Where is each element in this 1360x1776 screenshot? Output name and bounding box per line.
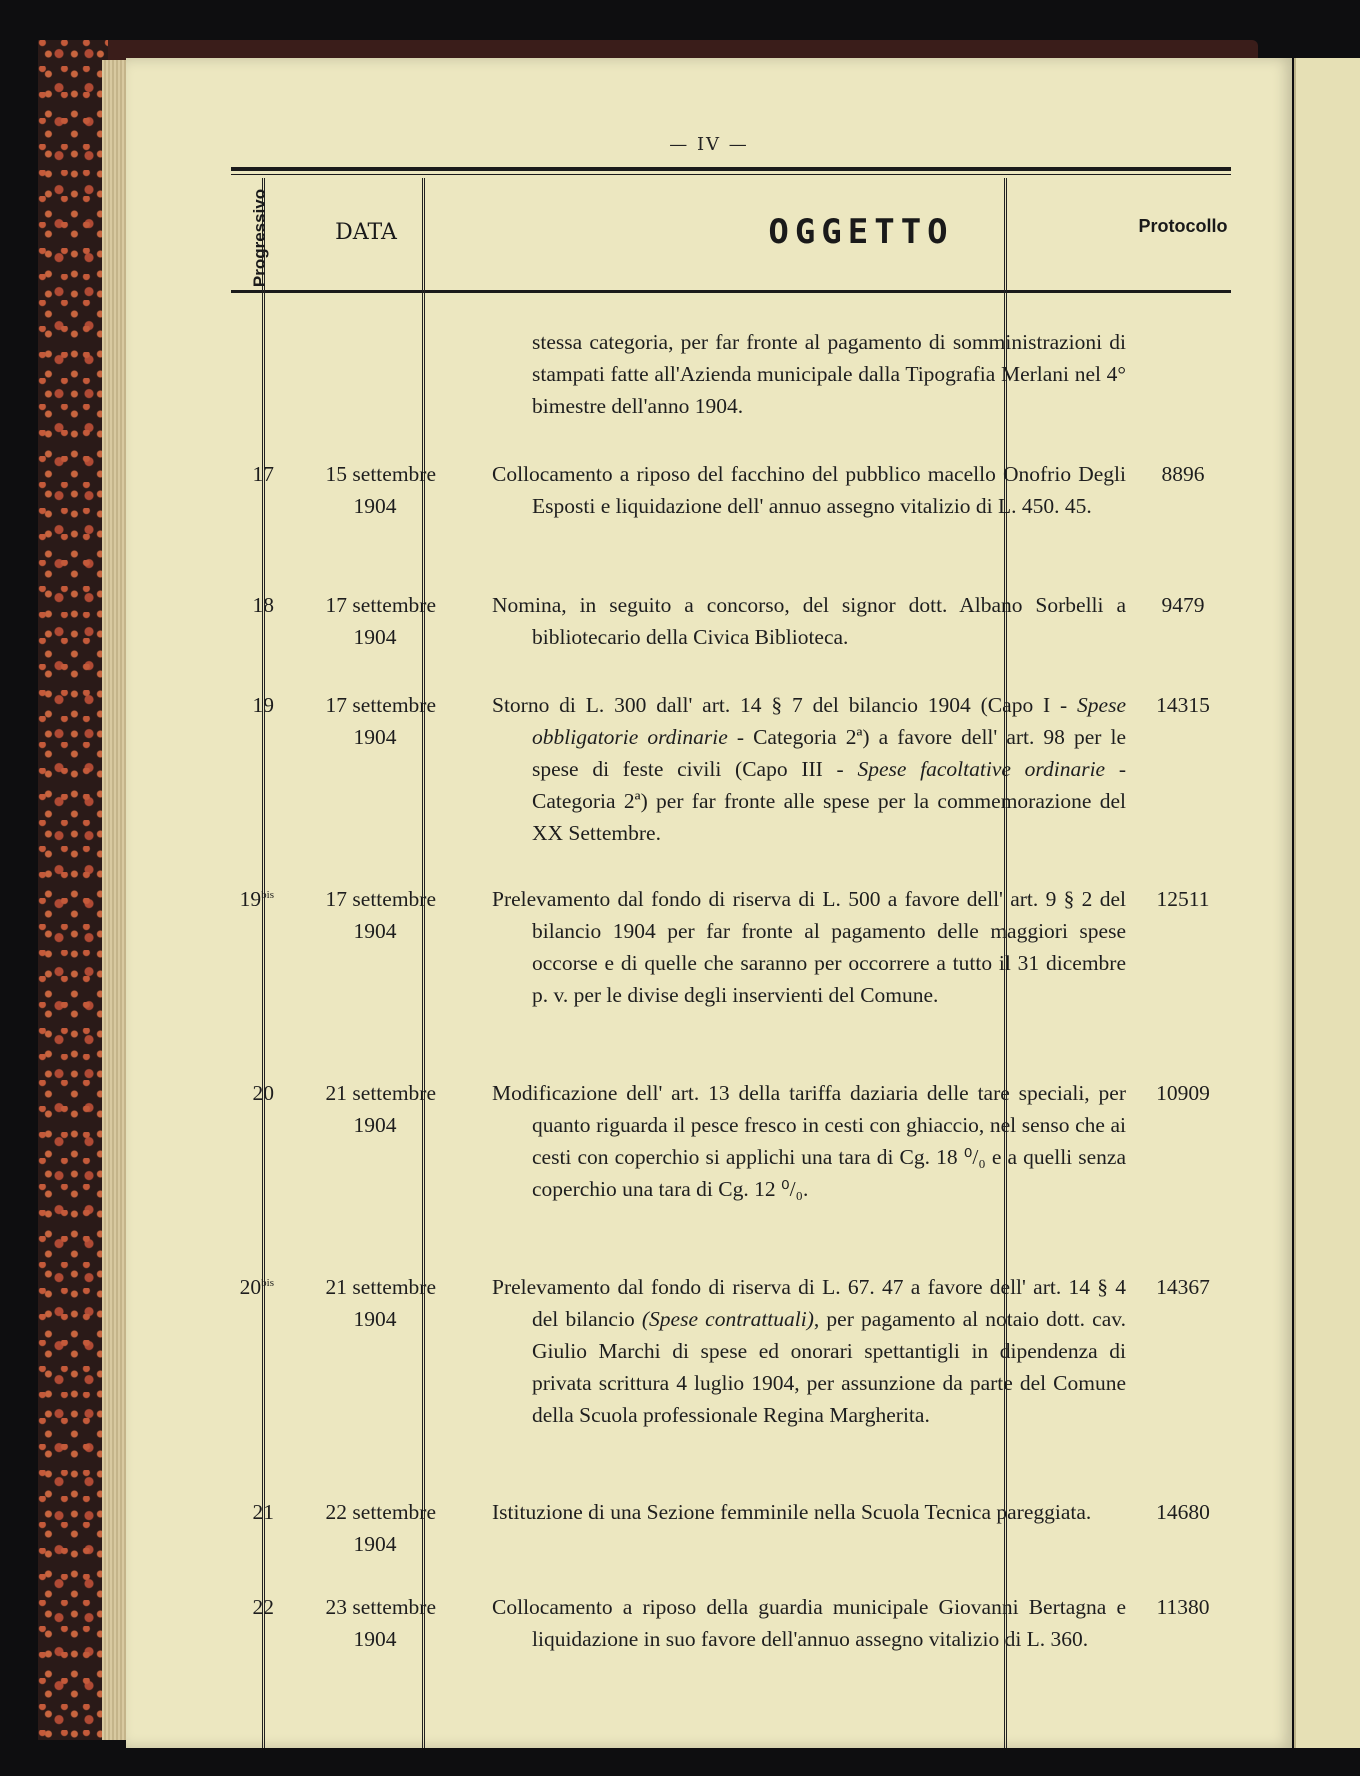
row-oggetto: Collocamento a riposo della guardia municipale Giovanni Bertagna e liquidazione in suo favore dell'annuo assegno vitalizio di L. 360. [492,1595,1126,1651]
ledger-page [126,58,1292,1748]
header-data: DATA [335,220,397,245]
row-oggetto: Modificazione dell' art. 13 della tariffa daziaria delle tare speciali, per quanto riguarda il pesce fresco in cesti con ghiaccio, nel senso che ai cesti con coperchio si applichi una tara di Cg. 18 ⁰/₀ e a quelli senza coperchio una tara di Cg. 12 ⁰/₀. [492,1081,1126,1201]
continuation-text: stessa categoria, per far fronte al pagamento di somministrazioni di stampati fatte all'Azienda municipale dalla Tipografia Merlani nel 4° bimestre dell'anno 1904. [532,330,1126,418]
row-progressivo: $20^{bis}$ [239,1275,274,1299]
row-protocollo: 12511 [1156,887,1210,911]
top-rule-thin [231,174,1231,175]
row-progressivo: 19 [252,693,274,717]
row-oggetto: Storno di L. 300 dall' art. 14 § 7 del bilancio 1904 (Capo I - Spese obbligatorie ordinarie - Categoria 2ª) a favore dell' art. 98 per le spese di feste civili (Capo III - Spese facoltative ordinarie - Categoria 2ª) per far fronte alle spese per la commemorazione del XX Settembre. [492,693,1127,845]
row-protocollo: 14315 [1156,693,1210,717]
row-protocollo: 9479 [1161,593,1205,617]
marbled-binding [38,40,108,1740]
row-progressivo: 18 [252,593,274,617]
header-oggetto: OGGETTO [768,212,954,252]
header-protocollo: Protocollo [1138,216,1228,236]
row-oggetto: Prelevamento dal fondo di riserva di L. 67. 47 a favore dell' art. 14 § 4 del bilancio (Spese contrattuali), per pagamento al notaio dott. cav. Giulio Marchi di spese ed onorari spettantigli in dipendenza di privata scrittura 4 luglio 1904, per assunzione da parte del Comune della Scuola professionale Regina Margherita. [492,1275,1126,1427]
row-date: 17 settembre 1904 [325,693,436,749]
row-date: 21 settembre 1904 [325,1275,436,1331]
row-protocollo: 11380 [1156,1595,1210,1619]
row-protocollo: 8896 [1161,462,1205,486]
row-date: 17 settembre 1904 [325,593,436,649]
row-protocollo: 14680 [1156,1500,1210,1524]
row-date: 17 settembre 1904 [325,887,436,943]
row-protocollo: 10909 [1156,1081,1210,1105]
row-progressivo: 22 [252,1595,274,1619]
header-progressivo: Progressivo [250,188,270,288]
row-progressivo: 20 [252,1081,274,1105]
row-protocollo: 14367 [1156,1275,1210,1299]
row-date: 23 settembre 1904 [325,1595,436,1651]
row-oggetto: Istituzione di una Sezione femminile nella Scuola Tecnica pareggiata. [492,1500,1092,1524]
row-progressivo: $19^{bis}$ [239,887,274,911]
row-progressivo: 17 [252,462,274,486]
row-date: 21 settembre 1904 [325,1081,436,1137]
header-rule [231,290,1231,293]
row-progressivo: 21 [252,1500,274,1524]
row-oggetto: Nomina, in seguito a concorso, del signor dott. Albano Sorbelli a bibliotecario della Civica Biblioteca. [492,593,1126,649]
page-number: — IV — [669,134,749,155]
top-rule [231,167,1231,171]
row-oggetto: Collocamento a riposo del facchino del pubblico macello Onofrio Degli Esposti e liquidazione dell' annuo assegno vitalizio di L. 450. 45. [492,462,1126,518]
facing-page-edge [1294,58,1360,1748]
row-date: 15 settembre 1904 [325,462,436,518]
row-oggetto: Prelevamento dal fondo di riserva di L. 500 a favore dell' art. 9 § 2 del bilancio 1904 per far fronte al pagamento delle maggiori spese occorse e di quelle che saranno per occorrere a tutto il 31 dicembre p. v. per le divise degli inservienti del Comune. [492,887,1126,1007]
row-date: 22 settembre 1904 [325,1500,436,1556]
